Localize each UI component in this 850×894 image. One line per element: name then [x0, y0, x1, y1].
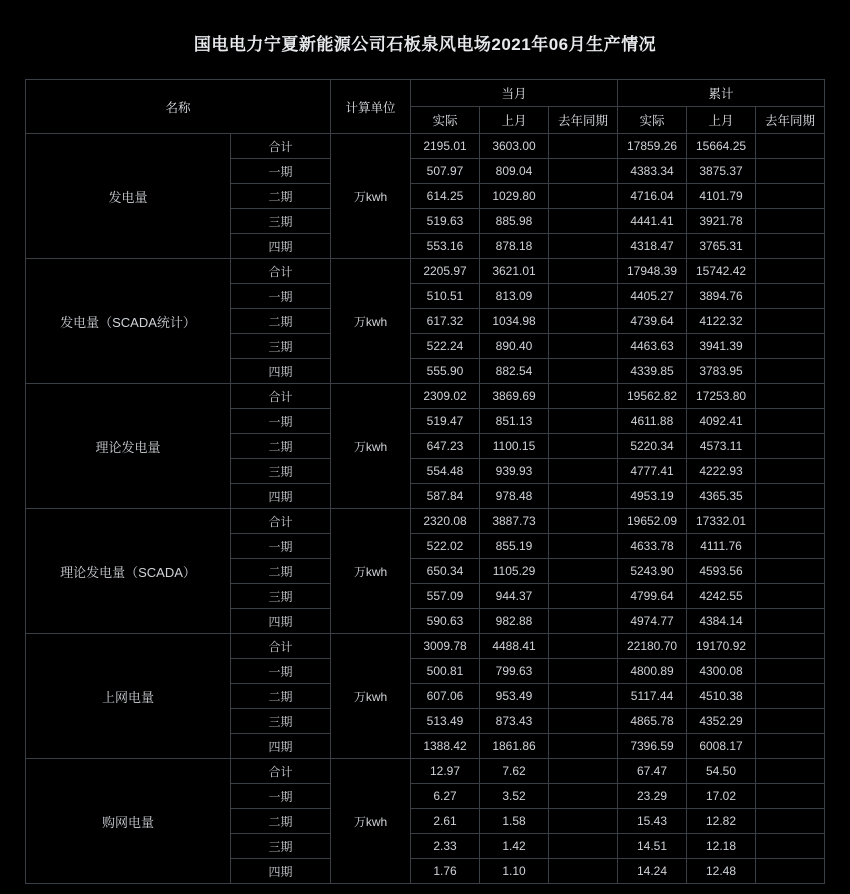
cell-cumulative-actual: 17859.26: [618, 134, 687, 159]
cell-cumulative-last-year: [756, 659, 825, 684]
row-stage-label: 四期: [231, 859, 331, 884]
cell-current-actual: 522.24: [411, 334, 480, 359]
cell-cumulative-actual: 4611.88: [618, 409, 687, 434]
cell-cumulative-last-month: 3783.95: [687, 359, 756, 384]
row-stage-label: 四期: [231, 234, 331, 259]
cell-current-last-year: [549, 459, 618, 484]
header-current-month: 当月: [411, 80, 618, 107]
cell-cumulative-last-year: [756, 159, 825, 184]
cell-cumulative-last-month: 4352.29: [687, 709, 756, 734]
cell-current-last-year: [549, 684, 618, 709]
cell-cumulative-last-year: [756, 634, 825, 659]
row-stage-label: 一期: [231, 284, 331, 309]
row-group-unit: 万kwh: [331, 384, 411, 509]
row-stage-label: 一期: [231, 409, 331, 434]
row-stage-label: 合计: [231, 134, 331, 159]
cell-cumulative-last-year: [756, 134, 825, 159]
cell-current-last-month: 882.54: [480, 359, 549, 384]
row-stage-label: 一期: [231, 159, 331, 184]
cell-current-actual: 500.81: [411, 659, 480, 684]
table-row: [26, 509, 825, 534]
row-group-name: 购网电量: [26, 759, 231, 884]
row-stage-label: 二期: [231, 184, 331, 209]
cell-current-actual: 617.32: [411, 309, 480, 334]
cell-current-last-month: 1.42: [480, 834, 549, 859]
cell-current-last-month: 978.48: [480, 484, 549, 509]
cell-cumulative-actual: 22180.70: [618, 634, 687, 659]
header-current-last-month: 上月: [480, 107, 549, 134]
cell-cumulative-actual: 19562.82: [618, 384, 687, 409]
cell-current-actual: 2205.97: [411, 259, 480, 284]
table-row: [26, 259, 825, 284]
cell-current-last-month: 799.63: [480, 659, 549, 684]
table-row: [26, 759, 825, 784]
row-stage-label: 二期: [231, 559, 331, 584]
header-current-actual: 实际: [411, 107, 480, 134]
cell-cumulative-last-month: 4573.11: [687, 434, 756, 459]
table-header: [26, 80, 825, 134]
cell-cumulative-last-year: [756, 184, 825, 209]
header-name: 名称: [26, 80, 331, 134]
row-stage-label: 一期: [231, 659, 331, 684]
cell-current-last-year: [549, 859, 618, 884]
row-group-name: 上网电量: [26, 634, 231, 759]
cell-cumulative-last-year: [756, 284, 825, 309]
cell-cumulative-actual: 4633.78: [618, 534, 687, 559]
cell-cumulative-actual: 4865.78: [618, 709, 687, 734]
row-group-unit: 万kwh: [331, 509, 411, 634]
cell-cumulative-last-month: 4300.08: [687, 659, 756, 684]
cell-current-last-year: [549, 159, 618, 184]
cell-current-actual: 557.09: [411, 584, 480, 609]
cell-cumulative-last-month: 3894.76: [687, 284, 756, 309]
cell-current-last-month: 3603.00: [480, 134, 549, 159]
cell-cumulative-last-month: 3921.78: [687, 209, 756, 234]
table-row: [26, 384, 825, 409]
cell-current-last-year: [549, 334, 618, 359]
cell-cumulative-last-year: [756, 784, 825, 809]
cell-cumulative-last-month: 4365.35: [687, 484, 756, 509]
cell-current-last-year: [549, 784, 618, 809]
cell-current-last-year: [549, 484, 618, 509]
header-cumulative-last-year: 去年同期: [756, 107, 825, 134]
row-group-unit: 万kwh: [331, 259, 411, 384]
cell-cumulative-actual: 14.24: [618, 859, 687, 884]
cell-cumulative-actual: 4953.19: [618, 484, 687, 509]
cell-cumulative-last-month: 4510.38: [687, 684, 756, 709]
cell-current-last-year: [549, 734, 618, 759]
cell-current-actual: 1.76: [411, 859, 480, 884]
header-row-1: [26, 80, 825, 107]
row-stage-label: 合计: [231, 259, 331, 284]
cell-current-last-month: 809.04: [480, 159, 549, 184]
cell-cumulative-actual: 5220.34: [618, 434, 687, 459]
cell-current-last-year: [549, 309, 618, 334]
cell-current-last-month: 982.88: [480, 609, 549, 634]
header-cumulative-last-month: 上月: [687, 107, 756, 134]
cell-cumulative-last-month: 12.18: [687, 834, 756, 859]
cell-cumulative-last-month: 4593.56: [687, 559, 756, 584]
cell-current-actual: 522.02: [411, 534, 480, 559]
row-group-unit: 万kwh: [331, 134, 411, 259]
cell-cumulative-last-year: [756, 309, 825, 334]
cell-cumulative-last-year: [756, 734, 825, 759]
cell-cumulative-last-year: [756, 859, 825, 884]
cell-cumulative-last-year: [756, 484, 825, 509]
cell-current-last-month: 3869.69: [480, 384, 549, 409]
row-group-name: 理论发电量（SCADA）: [26, 509, 231, 634]
cell-current-actual: 3009.78: [411, 634, 480, 659]
cell-current-last-month: 851.13: [480, 409, 549, 434]
cell-current-last-month: 1861.86: [480, 734, 549, 759]
cell-cumulative-actual: 4800.89: [618, 659, 687, 684]
cell-cumulative-last-month: 19170.92: [687, 634, 756, 659]
row-stage-label: 合计: [231, 759, 331, 784]
cell-cumulative-actual: 7396.59: [618, 734, 687, 759]
cell-current-last-year: [549, 559, 618, 584]
cell-current-actual: 513.49: [411, 709, 480, 734]
cell-current-last-month: 939.93: [480, 459, 549, 484]
cell-current-last-month: 855.19: [480, 534, 549, 559]
cell-current-last-year: [549, 409, 618, 434]
cell-current-last-month: 890.40: [480, 334, 549, 359]
cell-current-actual: 555.90: [411, 359, 480, 384]
cell-current-last-month: 3887.73: [480, 509, 549, 534]
cell-current-last-year: [549, 609, 618, 634]
cell-current-actual: 6.27: [411, 784, 480, 809]
row-group-name: 发电量: [26, 134, 231, 259]
cell-cumulative-actual: 4383.34: [618, 159, 687, 184]
cell-cumulative-actual: 4339.85: [618, 359, 687, 384]
row-stage-label: 一期: [231, 784, 331, 809]
cell-current-actual: 614.25: [411, 184, 480, 209]
cell-cumulative-last-month: 17253.80: [687, 384, 756, 409]
cell-cumulative-last-year: [756, 584, 825, 609]
cell-cumulative-last-month: 6008.17: [687, 734, 756, 759]
row-stage-label: 三期: [231, 334, 331, 359]
cell-cumulative-last-year: [756, 409, 825, 434]
cell-current-last-year: [549, 284, 618, 309]
cell-current-actual: 12.97: [411, 759, 480, 784]
row-stage-label: 四期: [231, 484, 331, 509]
cell-cumulative-last-year: [756, 209, 825, 234]
cell-current-last-year: [549, 534, 618, 559]
cell-current-actual: 554.48: [411, 459, 480, 484]
cell-cumulative-last-year: [756, 459, 825, 484]
cell-cumulative-last-year: [756, 559, 825, 584]
table-row: [26, 634, 825, 659]
cell-cumulative-actual: 4716.04: [618, 184, 687, 209]
cell-cumulative-last-year: [756, 609, 825, 634]
cell-current-last-month: 4488.41: [480, 634, 549, 659]
cell-cumulative-last-year: [756, 234, 825, 259]
cell-current-actual: 1388.42: [411, 734, 480, 759]
cell-current-actual: 2309.02: [411, 384, 480, 409]
cell-current-last-year: [549, 384, 618, 409]
cell-cumulative-last-month: 15742.42: [687, 259, 756, 284]
cell-cumulative-last-year: [756, 534, 825, 559]
cell-current-last-month: 3621.01: [480, 259, 549, 284]
cell-cumulative-last-month: 4122.32: [687, 309, 756, 334]
row-stage-label: 三期: [231, 834, 331, 859]
cell-cumulative-last-month: 4384.14: [687, 609, 756, 634]
cell-current-actual: 510.51: [411, 284, 480, 309]
cell-current-actual: 587.84: [411, 484, 480, 509]
header-cumulative: 累计: [618, 80, 825, 107]
row-stage-label: 四期: [231, 359, 331, 384]
cell-cumulative-last-month: 4101.79: [687, 184, 756, 209]
cell-cumulative-actual: 4463.63: [618, 334, 687, 359]
cell-cumulative-last-year: [756, 434, 825, 459]
cell-current-last-year: [549, 509, 618, 534]
cell-current-last-month: 878.18: [480, 234, 549, 259]
cell-cumulative-last-month: 3765.31: [687, 234, 756, 259]
cell-cumulative-actual: 4405.27: [618, 284, 687, 309]
cell-cumulative-last-year: [756, 684, 825, 709]
cell-current-last-month: 873.43: [480, 709, 549, 734]
cell-cumulative-actual: 17948.39: [618, 259, 687, 284]
cell-cumulative-actual: 23.29: [618, 784, 687, 809]
cell-cumulative-last-year: [756, 259, 825, 284]
row-stage-label: 一期: [231, 534, 331, 559]
cell-cumulative-actual: 5243.90: [618, 559, 687, 584]
cell-current-actual: 2320.08: [411, 509, 480, 534]
cell-current-last-month: 1034.98: [480, 309, 549, 334]
cell-current-actual: 2.61: [411, 809, 480, 834]
row-stage-label: 二期: [231, 309, 331, 334]
cell-cumulative-last-year: [756, 334, 825, 359]
cell-current-last-year: [549, 234, 618, 259]
cell-current-last-month: 953.49: [480, 684, 549, 709]
header-unit: 计算单位: [331, 80, 411, 134]
cell-cumulative-actual: 15.43: [618, 809, 687, 834]
row-stage-label: 三期: [231, 209, 331, 234]
cell-current-last-month: 1105.29: [480, 559, 549, 584]
cell-cumulative-actual: 19652.09: [618, 509, 687, 534]
row-group-name: 理论发电量: [26, 384, 231, 509]
cell-cumulative-actual: 4974.77: [618, 609, 687, 634]
cell-current-last-year: [549, 134, 618, 159]
header-current-last-year: 去年同期: [549, 107, 618, 134]
row-stage-label: 三期: [231, 584, 331, 609]
row-stage-label: 二期: [231, 684, 331, 709]
cell-current-last-month: 3.52: [480, 784, 549, 809]
cell-current-last-month: 1029.80: [480, 184, 549, 209]
cell-current-last-year: [549, 659, 618, 684]
cell-current-last-month: 1.10: [480, 859, 549, 884]
row-group-unit: 万kwh: [331, 759, 411, 884]
cell-cumulative-actual: 4318.47: [618, 234, 687, 259]
cell-current-actual: 519.47: [411, 409, 480, 434]
cell-current-actual: 590.63: [411, 609, 480, 634]
cell-cumulative-last-month: 4092.41: [687, 409, 756, 434]
cell-cumulative-last-month: 4242.55: [687, 584, 756, 609]
cell-current-actual: 607.06: [411, 684, 480, 709]
cell-cumulative-last-month: 3941.39: [687, 334, 756, 359]
table-body: [26, 134, 825, 884]
cell-cumulative-last-year: [756, 359, 825, 384]
cell-current-last-month: 1.58: [480, 809, 549, 834]
cell-current-actual: 647.23: [411, 434, 480, 459]
cell-current-last-year: [549, 359, 618, 384]
header-cumulative-actual: 实际: [618, 107, 687, 134]
cell-cumulative-last-year: [756, 509, 825, 534]
cell-cumulative-actual: 4441.41: [618, 209, 687, 234]
cell-current-actual: 650.34: [411, 559, 480, 584]
table-row: [26, 134, 825, 159]
cell-current-actual: 2.33: [411, 834, 480, 859]
row-group-name: 发电量（SCADA统计）: [26, 259, 231, 384]
cell-cumulative-actual: 4739.64: [618, 309, 687, 334]
cell-current-last-month: 944.37: [480, 584, 549, 609]
cell-cumulative-last-month: 4111.76: [687, 534, 756, 559]
row-stage-label: 三期: [231, 709, 331, 734]
cell-cumulative-actual: 4777.41: [618, 459, 687, 484]
cell-current-last-month: 885.98: [480, 209, 549, 234]
cell-cumulative-last-year: [756, 384, 825, 409]
row-stage-label: 合计: [231, 509, 331, 534]
row-stage-label: 三期: [231, 459, 331, 484]
cell-cumulative-actual: 4799.64: [618, 584, 687, 609]
cell-cumulative-last-month: 17.02: [687, 784, 756, 809]
cell-cumulative-last-month: 12.48: [687, 859, 756, 884]
cell-cumulative-last-year: [756, 759, 825, 784]
cell-cumulative-last-month: 54.50: [687, 759, 756, 784]
cell-current-last-month: 1100.15: [480, 434, 549, 459]
cell-cumulative-last-month: 17332.01: [687, 509, 756, 534]
row-stage-label: 二期: [231, 809, 331, 834]
row-stage-label: 合计: [231, 384, 331, 409]
cell-current-last-year: [549, 584, 618, 609]
cell-current-actual: 519.63: [411, 209, 480, 234]
cell-cumulative-last-month: 3875.37: [687, 159, 756, 184]
cell-current-last-year: [549, 709, 618, 734]
cell-current-last-year: [549, 209, 618, 234]
cell-cumulative-last-month: 12.82: [687, 809, 756, 834]
page-title: 国电电力宁夏新能源公司石板泉风电场2021年06月生产情况: [193, 35, 657, 54]
cell-current-last-year: [549, 759, 618, 784]
row-group-unit: 万kwh: [331, 634, 411, 759]
production-report-table: [25, 79, 825, 884]
cell-current-last-year: [549, 809, 618, 834]
cell-cumulative-last-month: 4222.93: [687, 459, 756, 484]
row-stage-label: 四期: [231, 609, 331, 634]
cell-cumulative-actual: 67.47: [618, 759, 687, 784]
cell-current-actual: 507.97: [411, 159, 480, 184]
cell-current-last-year: [549, 259, 618, 284]
row-stage-label: 合计: [231, 634, 331, 659]
cell-cumulative-actual: 5117.44: [618, 684, 687, 709]
cell-current-last-year: [549, 634, 618, 659]
cell-current-actual: 2195.01: [411, 134, 480, 159]
cell-current-last-year: [549, 184, 618, 209]
cell-cumulative-actual: 14.51: [618, 834, 687, 859]
cell-current-last-month: 7.62: [480, 759, 549, 784]
cell-current-actual: 553.16: [411, 234, 480, 259]
row-stage-label: 四期: [231, 734, 331, 759]
cell-current-last-month: 813.09: [480, 284, 549, 309]
row-stage-label: 二期: [231, 434, 331, 459]
report-table-container: [0, 79, 850, 894]
cell-cumulative-last-month: 15664.25: [687, 134, 756, 159]
cell-current-last-year: [549, 434, 618, 459]
cell-cumulative-last-year: [756, 809, 825, 834]
cell-cumulative-last-year: [756, 709, 825, 734]
